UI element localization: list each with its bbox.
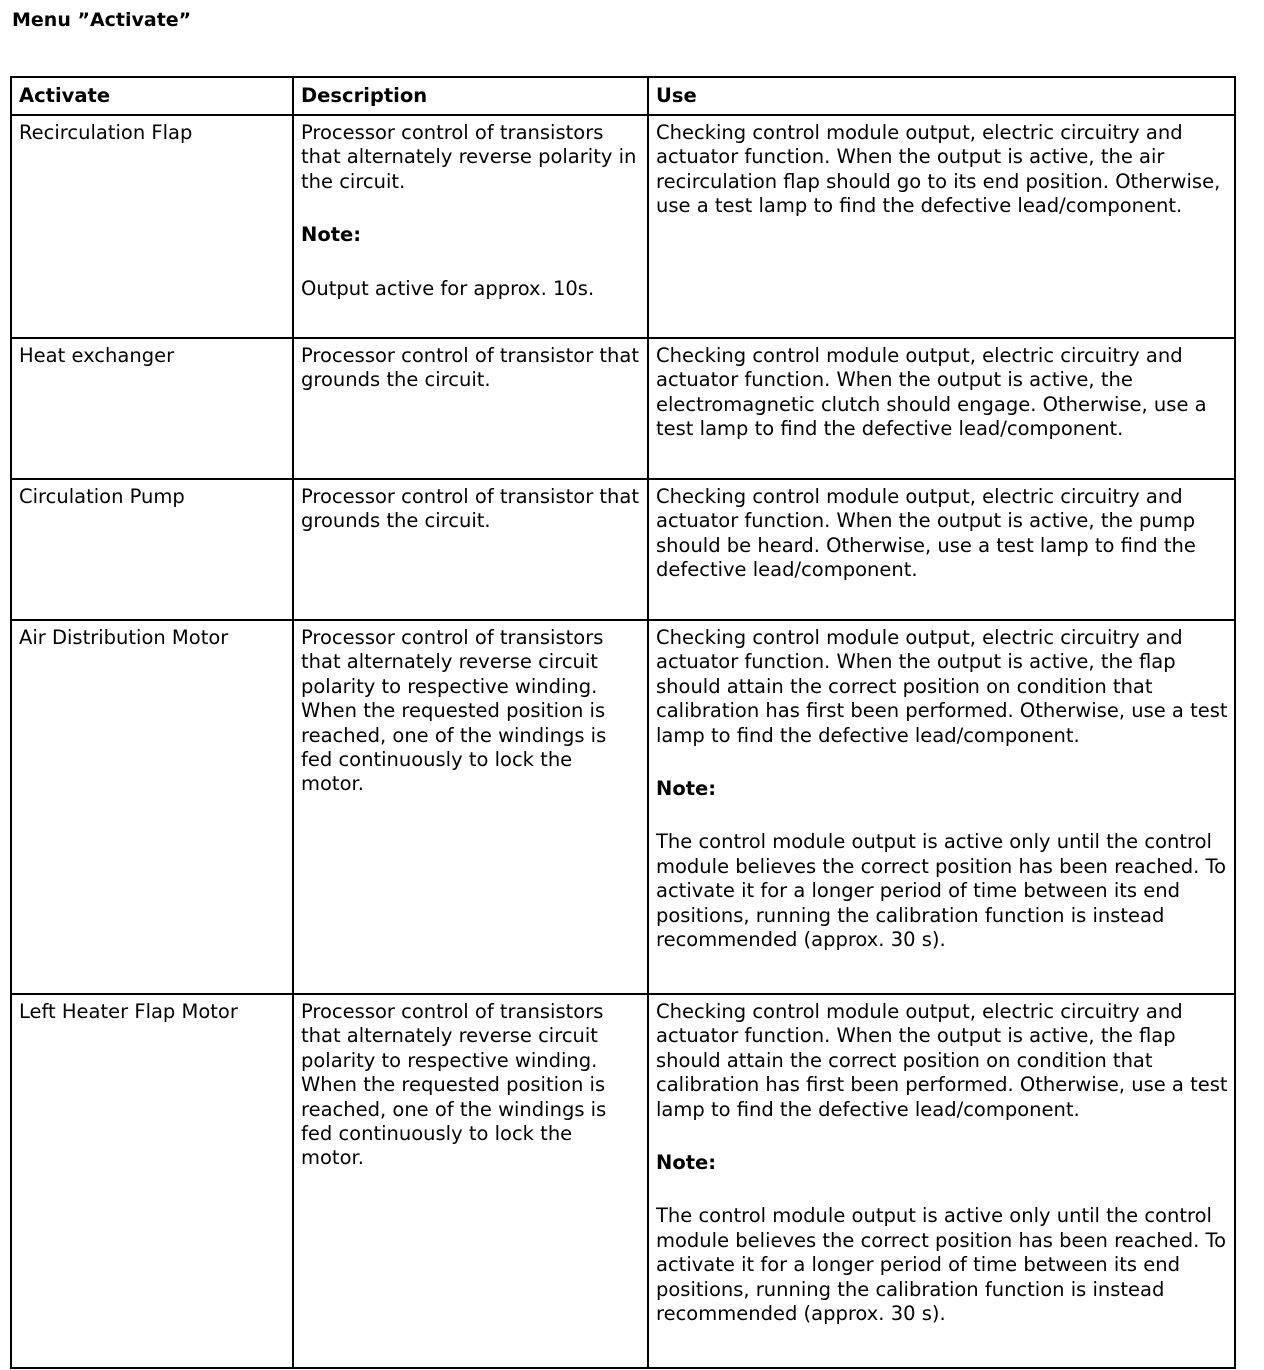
use-text: Checking control module output, electric circuitry and actuator function. When the output is active, the pump should be heard. Otherwise, use a test lamp to find the defective lead/component. xyxy=(656,485,1196,582)
activate-cell: Circulation Pump xyxy=(11,479,293,620)
note-label: Note: xyxy=(656,777,717,801)
use-text: Checking control module output, electric circuitry and actuator function. When the output is active, the air recirculation flap should go to its end position. Otherwise, use a test lamp to find the defective lead/component. xyxy=(656,121,1221,218)
page-title: Menu ”Activate” xyxy=(12,9,192,31)
note-text: The control module output is active only until the control module believes the correct position has been reached. To activate it for a longer period of time between its end positions, running the calibration function is instead recommended (approx. 30 s). xyxy=(656,830,1227,952)
table-row xyxy=(11,620,1235,994)
use-cell xyxy=(648,338,1235,479)
header-description: Description xyxy=(293,77,648,115)
activate-cell: Recirculation Flap xyxy=(11,115,293,338)
use-cell xyxy=(648,620,1235,994)
description-cell xyxy=(293,115,648,338)
use-cell xyxy=(648,115,1235,338)
use-cell xyxy=(648,479,1235,620)
description-text: Processor control of transistors that alternately reverse circuit polarity to respective winding. When the requested position is reached, one of the windings is fed continuously to lock the motor. xyxy=(301,626,607,796)
note-label: Note: xyxy=(301,223,362,247)
description-text: Processor control of transistors that alternately reverse polarity in the circuit. xyxy=(301,121,637,193)
description-cell xyxy=(293,479,648,620)
activate-table xyxy=(10,76,1236,1369)
activate-cell: Heat exchanger xyxy=(11,338,293,479)
use-text: Checking control module output, electric circuitry and actuator function. When the output is active, the flap should attain the correct position on condition that calibration has first been performed. Otherwise, use a test lamp to find the defective lead/component. xyxy=(656,626,1228,747)
activate-cell: Left Heater Flap Motor xyxy=(11,994,293,1368)
description-cell xyxy=(293,338,648,479)
table-row xyxy=(11,115,1235,338)
description-cell xyxy=(293,620,648,994)
note-label: Note: xyxy=(656,1151,717,1175)
description-text: Processor control of transistors that alternately reverse circuit polarity to respective winding. When the requested position is reached, one of the windings is fed continuously to lock the motor. xyxy=(301,1000,607,1170)
description-text: Processor control of transistor that grounds the circuit. xyxy=(301,485,640,533)
table-row xyxy=(11,994,1235,1368)
note-text: Output active for approx. 10s. xyxy=(301,276,595,300)
table-header-row xyxy=(11,77,1235,115)
note-text: The control module output is active only until the control module believes the correct position has been reached. To activate it for a longer period of time between its end positions, running the calibration function is instead recommended (approx. 30 s). xyxy=(656,1204,1227,1326)
header-use: Use xyxy=(648,77,1235,115)
header-activate: Activate xyxy=(11,77,293,115)
use-text: Checking control module output, electric circuitry and actuator function. When the output is active, the flap should attain the correct position on condition that calibration has first been performed. Otherwise, use a test lamp to find the defective lead/component. xyxy=(656,1000,1228,1121)
use-text: Checking control module output, electric circuitry and actuator function. When the output is active, the electromagnetic clutch should engage. Otherwise, use a test lamp to find the defective lead/component. xyxy=(656,344,1207,441)
description-cell xyxy=(293,994,648,1368)
table-row xyxy=(11,479,1235,620)
use-cell xyxy=(648,994,1235,1368)
table-row xyxy=(11,338,1235,479)
activate-cell: Air Distribution Motor xyxy=(11,620,293,994)
description-text: Processor control of transistor that grounds the circuit. xyxy=(301,344,640,392)
